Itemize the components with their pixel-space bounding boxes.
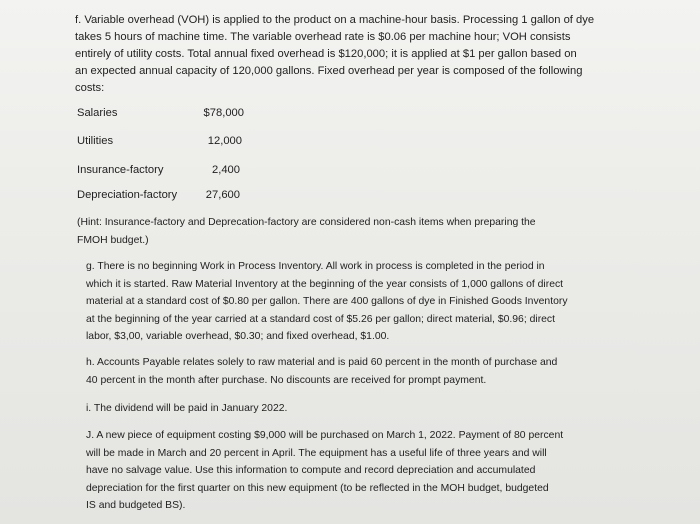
section-j-line: J. A new piece of equipment costing $9,000 will be purchased on March 1, 2022. Payment of 80 percent xyxy=(86,430,564,441)
hint-line: (Hint: Insurance-factory and Deprecation-factory are considered non-cash items when preparing the xyxy=(77,217,536,228)
section-g-line: material at a standard cost of $0.80 per gallon. There are 400 gallons of dye in Finished Goods Inventory xyxy=(86,296,568,307)
hint-line: FMOH budget.) xyxy=(77,234,149,246)
section-f-line: takes 5 hours of machine time. The variable overhead rate is $0.06 per machine hour; VOH consists xyxy=(75,31,571,43)
section-h xyxy=(86,354,557,389)
section-f-line: costs: xyxy=(75,82,105,94)
cost-label: Insurance-factory xyxy=(77,164,164,176)
section-f-line: an expected annual capacity of 120,000 gallons. Fixed overhead per year is composed of the following xyxy=(75,65,583,77)
section-g-line: which it is started. Raw Material Inventory at the beginning of the year consists of 1,000 gallons of direct xyxy=(86,278,564,290)
section-j xyxy=(86,427,563,515)
section-j-line: will be made in March and 20 percent in April. The equipment has a useful life of three years and will xyxy=(86,447,547,459)
section-f-line: f. Variable overhead (VOH) is applied to the product on a machine-hour basis. Processing 1 gallon of dye xyxy=(75,14,595,26)
cost-value: 2,400 xyxy=(212,164,240,176)
section-j-line: have no salvage value. Use this information to compute and record depreciation and accumulated xyxy=(86,465,536,476)
cost-value: 12,000 xyxy=(207,135,242,147)
section-j-line: depreciation for the first quarter on this new equipment (to be reflected in the MOH budget, budgeted xyxy=(86,482,549,494)
section-i-line: i. The dividend will be paid in January 2022. xyxy=(86,403,288,414)
cost-value: 27,600 xyxy=(205,189,240,201)
section-f-line: entirely of utility costs. Total annual fixed overhead is $120,000; it is applied at $1 per gallon based on xyxy=(75,48,577,60)
cost-value: $78,000 xyxy=(203,107,244,119)
section-j-line: IS and budgeted BS). xyxy=(86,500,186,511)
section-g-line: at the beginning of the year carried at a standard cost of $5.26 per gallon; direct material, $0.96; direct xyxy=(86,313,556,325)
section-g-line: g. There is no beginning Work in Process Inventory. All work in process is completed in the period in xyxy=(86,261,545,272)
section-f xyxy=(75,12,594,97)
section-h-line: 40 percent in the month after purchase. No discounts are received for prompt payment. xyxy=(86,374,487,386)
cost-label: Salaries xyxy=(77,107,118,119)
hint-note xyxy=(77,214,536,249)
cost-label: Utilities xyxy=(77,135,114,147)
cost-label: Depreciation-factory xyxy=(77,189,178,201)
section-g-line: labor, $3,00, variable overhead, $0.30; and fixed overhead, $1.00. xyxy=(86,331,390,342)
section-i xyxy=(86,400,287,418)
section-g xyxy=(86,258,568,346)
section-h-line: h. Accounts Payable relates solely to raw material and is paid 60 percent in the month of purchase and xyxy=(86,357,558,368)
